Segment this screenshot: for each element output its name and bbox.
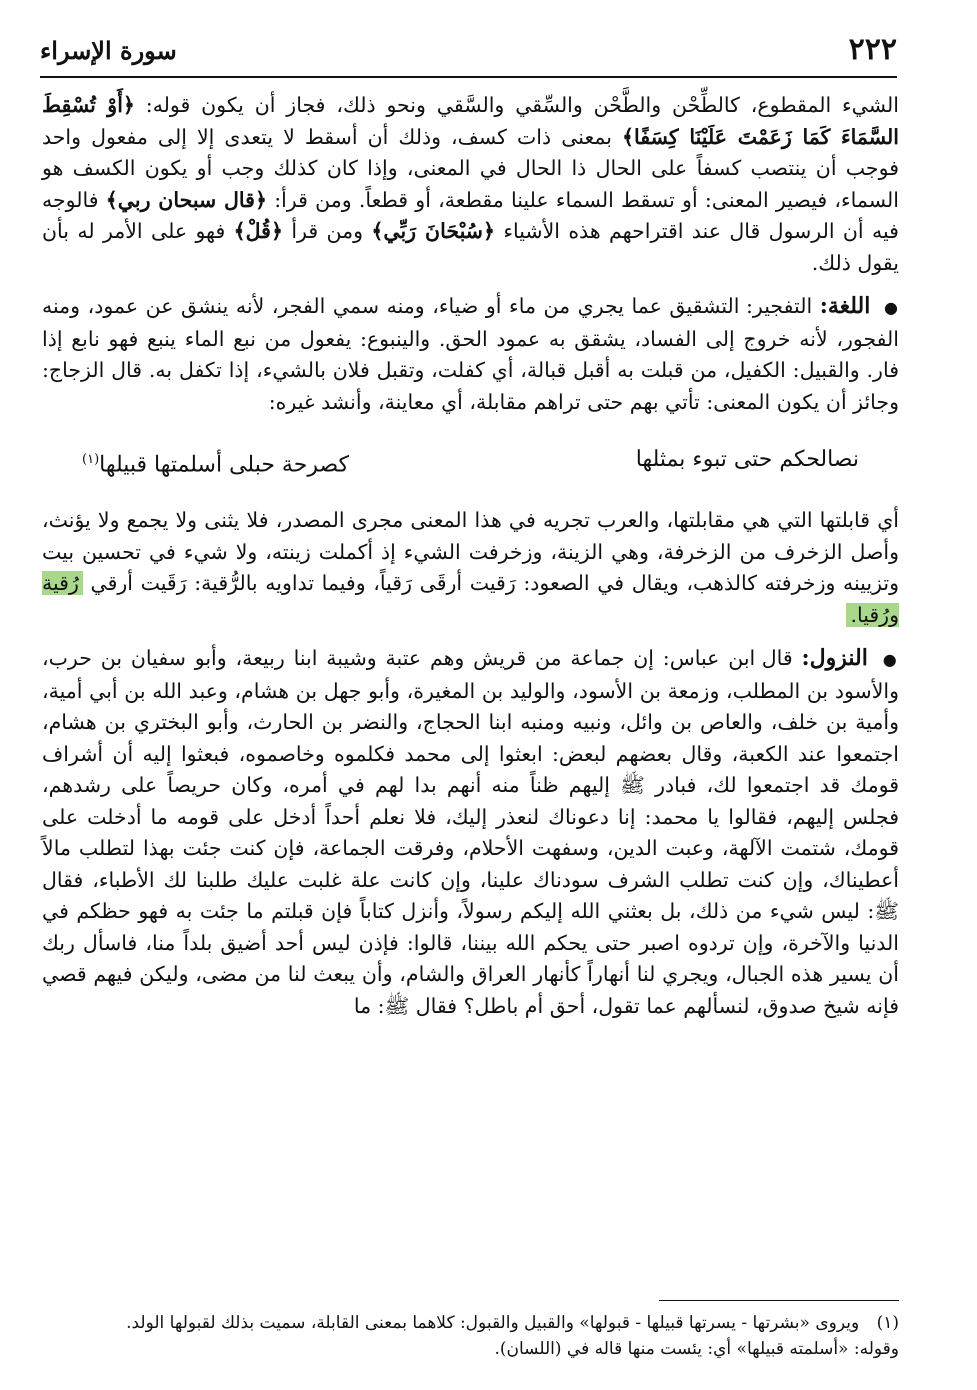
verse-first-hemistich: نصالحكم حتى تبوء بمثلها xyxy=(635,447,859,472)
section-label-nuzul: النزول: xyxy=(801,645,868,672)
qiraat-text: فهو على الأمر له بأن يقول ذلك. xyxy=(42,219,899,275)
footnote-line xyxy=(42,1310,899,1336)
footnote-text: ويروى «بشرتها - يسرتها قبيلها - قبولها» والقبيل والقبول: كلاهما بمعنى القابلة، سميت بذلك لقبولها الولد. xyxy=(126,1313,860,1333)
footnote-number: (١) xyxy=(876,1313,899,1333)
bullet-icon: ● xyxy=(883,298,899,317)
footnotes xyxy=(42,1310,899,1362)
nuzul-text: قال ابن عباس: إن جماعة من قريش وهم عتبة وشيبة ابنا ربيعة، وأبو سفيان بن حرب، والأسود بن المطلب، وزمعة بن الأسود، والوليد بن المغيرة، وأبو جهل بن هشام، وعبد الله بن أبي أمية، وأمية بن خلف، والعاص بن وائل، ونبيه ومنبه ابنا الحجاج، والنضر بن الحارث، وأبو البختري بن هشام، اجتمعوا عند الكعبة، وقال بعضهم لبعض: ابعثوا إلى محمد فكلموه وخاصموه، فبعثوا إليه أن أشراف قومك قد اجتمعوا لك، فبادر ﷺ إليهم ظناً منه أنهم بدا لهم في أمره، وكان حريصاً على رشدهم، فجلس إليهم، فقالوا يا محمد: إنا دعوناك لنعذر إليك، فلا نعلم أحداً أدخل على قومه ما أدخلت على قومك، شتمت الآلهة، وعبت الدين، وسفهت الأحلام، وفرقت الجماعة، فإن كنت جئت بهذا لتطلب مالاً أعطيناك، وإن كنت تطلب الشرف سودناك علينا، وإن كانت علة غلبت عليك طلبنا لك الأطباء، فقال ﷺ: ليس شيء من ذلك، بل بعثني الله إليكم رسولاً، وأنزل كتاباً فإن قبلتم ما جئت به فهو حظكم في الدنيا والآخرة، وإن تردوه اصبر حتى يحكم الله بيننا، قالوا: فإذن ليس أحد أضيق بلداً منا، فاسأل ربك أن يسير هذه الجبال، ويجري لنا أنهاراً كأنهار العراق والشام، وأن يبعث لنا من مضى، وليكن فيهم قصي فإنه شيخ صدوق، لنسألهم عما تقول، أحق أم باطل؟ فقال ﷺ: ما xyxy=(42,646,899,1018)
page-header xyxy=(40,30,897,78)
qiraat-text: بمعنى ذات كسف، وذلك أن أسقط لا يتعدى إلا إلى مفعول واحد فوجب أن ينتصب كسفاً على الحال ذا الحال في المعنى، وإذا كان كذلك وجب أو يكون الكسف هو السماء، فيصير المعنى: أو تسقط السماء علينا مقطعة، أو قطعاً. ومن قرأ: xyxy=(42,124,899,212)
footnote-divider xyxy=(659,1300,899,1301)
nuzul-paragraph xyxy=(42,643,899,1022)
quran-quote: ﴿قال سبحان ربي﴾ xyxy=(105,187,267,212)
highlighted-text: رُقية ورُقيا. xyxy=(42,571,899,627)
page-number: ٢٢٢ xyxy=(848,32,897,67)
footnote-line xyxy=(42,1336,899,1362)
bullet-icon: ● xyxy=(882,650,899,670)
verse-second-hemistich: كصرحة حبلى أسلمتها قبيلها$^{(١)}$ xyxy=(82,452,350,478)
footnote-ref: (١) xyxy=(82,452,100,467)
qiraat-text: فالوجه فيه أن الرسول قال عند اقتراحهم هذه الأشياء xyxy=(42,187,899,243)
qiraat-text: ومن قرأ xyxy=(291,219,364,243)
qiraat-paragraph xyxy=(42,90,899,279)
surah-name: سورة الإسراء xyxy=(40,36,177,65)
lugha-paragraph xyxy=(42,291,899,418)
quran-quote: ﴿أَوْ تُسْقِطَ السَّمَاءَ كَمَا زَعَمْتَ عَلَيْنَا كِسَفًا﴾ xyxy=(42,93,899,149)
quran-quote: ﴿قُلْ﴾ xyxy=(233,219,283,243)
qiraat-text: الشيء المقطوع، كالطِّحْن والطَّحْن والسِّقي والسَّقي ونحو ذلك، فجاز أن يكون قوله: xyxy=(145,93,899,117)
section-label-lugha: اللغة: xyxy=(819,293,871,319)
lugha-paragraph-continued xyxy=(42,505,899,631)
lugha-text: التفجير: التشقيق عما يجري من ماء أو ضياء، ومنه سمي الفجر، لأنه ينشق عن عمود، ومنه الفجور، لأنه خروج إلى الفساد، يشقق به عمود الحق. والينبوع: يفعول من نبع الماء ينبع فهو نابع إذا فار. والقبيل: الكفيل، من قبلت به أقبل قبالة، أي كفلت، وتقبل فلان بالشيء، إذا تكفل به. قال الزجاج: وجائز أن يكون المعنى: تأتي بهم حتى تراهم مقابلة، أي معاينة، وأنشد غيره: xyxy=(42,294,899,414)
body-text xyxy=(42,90,899,1022)
footnote-text: وقوله: «أسلمته قبيلها» أي: يئست منها قاله في (اللسان). xyxy=(494,1339,899,1359)
quran-quote: ﴿سُبْحَانَ رَبِّي﴾ xyxy=(371,219,495,243)
poetry-verse xyxy=(42,440,899,485)
lugha-text: أي قابلتها التي هي مقابلتها، والعرب تجريه في هذا المعنى مجرى المصدر، فلا يثنى ولا يجمع ولا يؤنث، وأصل الزخرف من الزخرفة، وهي الزينة، وزخرفت الشيء إذ أكملت زينته، ولا شيء في تحسين بيت وتزيينه وزخرفته كالذهب، ويقال في الصعود: رَقيت أرقَى رَقياً، وفيما تداويه بالرُّقية: رَقَيت أرقي xyxy=(42,508,899,596)
